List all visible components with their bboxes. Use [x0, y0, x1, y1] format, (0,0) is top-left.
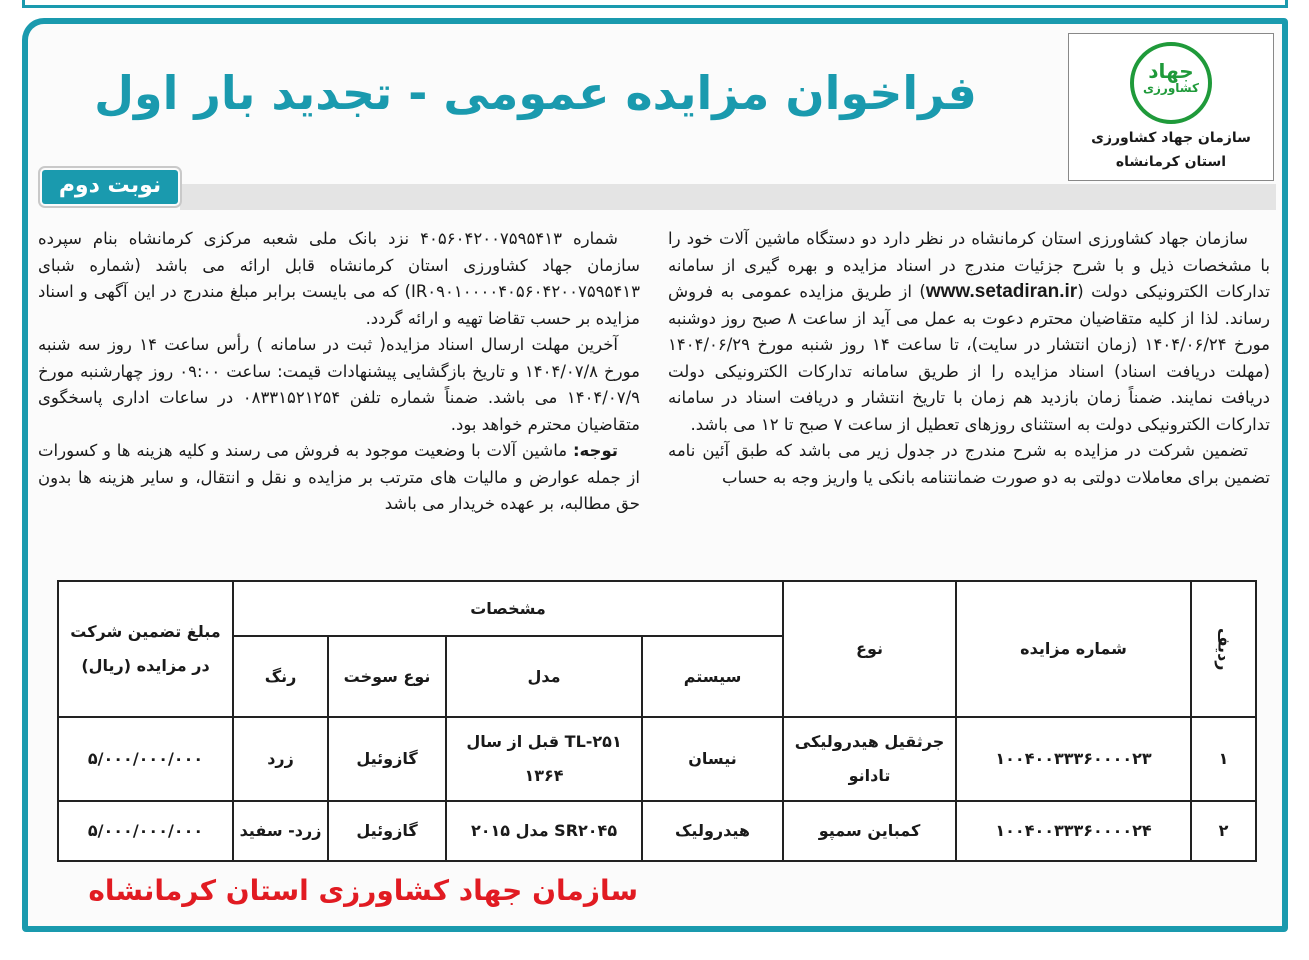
table-row — [58, 801, 1256, 861]
round-badge: نوبت دوم — [42, 170, 178, 204]
org-logo-box — [1068, 33, 1274, 181]
cell-system: نیسان — [642, 717, 783, 801]
text: سازمان جهاد کشاورزی استان کرمانشاه در نظر دارد دو دستگاه ماشین آلات خود را با مشخصات ذیل و با شرح جزئیات مندرج در اسناد مزایده و بهره گیری از سامانه تدارکات الکترونیکی دولت ( — [668, 229, 1270, 301]
header-system: سیستم — [642, 636, 783, 717]
jihad-logo-icon — [1130, 42, 1212, 124]
paragraph — [38, 332, 640, 438]
cell-number: ۱۰۰۴۰۰۳۳۳۶۰۰۰۰۲۴ — [956, 801, 1191, 861]
text: شماره ۴۰۵۶۰۴۲۰۰۷۵۹۵۴۱۳ نزد بانک ملی شعبه مرکزی کرمانشاه بنام سپرده سازمان جهاد کشاورزی استان کرمانشاه قابل ارائه می باشد (شماره شبای IR۰۹۰۱۰۰۰۰۴۰۵۶۰۴۲۰۰۷۵۹۵۴۱۳) که می بایست برابر مبلغ مندرج در این آگهی و اسناد مزایده بر حسب تقاضا تهیه و ارائه گردد. — [38, 229, 640, 328]
header-specs: مشخصات — [233, 581, 783, 636]
text: ماشین آلات با وضعیت موجود به فروش می رسند و کلیه هزینه ها و کسورات از جمله عوارض و مالیات های مترتب بر مزایده و نقل و انتقال، و سایر هزینه ها بدون حق مطالبه، بر عهده خریدار می باشد — [38, 441, 640, 513]
seal-sub: کشاورزی — [1143, 81, 1199, 95]
table-row — [58, 717, 1256, 801]
header-guarantee: مبلغ تضمین شرکت در مزایده (ریال) — [58, 581, 233, 717]
cell-model: SR۲۰۴۵ مدل ۲۰۱۵ — [446, 801, 642, 861]
paragraph — [668, 438, 1270, 491]
setadiran-link[interactable]: www.setadiran.ir — [925, 281, 1078, 302]
cell-row: ۲ — [1191, 801, 1256, 861]
paragraph — [38, 226, 640, 332]
note-label: توجه: — [572, 441, 618, 460]
cell-type: کمباین سمپو — [783, 801, 956, 861]
top-border — [22, 0, 1288, 8]
footer-org-name: سازمان جهاد کشاورزی استان کرمانشاه — [88, 874, 638, 907]
page-title: فراخوان مزایده عمومی - تجدید بار اول — [94, 66, 977, 120]
cell-row: ۱ — [1191, 717, 1256, 801]
header-fuel: نوع سوخت — [328, 636, 446, 717]
org-name: سازمان جهاد کشاورزی — [1091, 130, 1251, 146]
text: ) از طریق مزایده عمومی به فروش رساند. لذا از کلیه متقاضیان محترم دعوت به عمل می آید از ساعت ۸ صبح روز دوشنبه مورخ ۱۴۰۴/۰۶/۲۴ (زمان انتشار در سایت)، تا ساعت ۱۴ روز شنبه مورخ ۱۴۰۴/۰۶/۲۹ (مهلت دریافت اسناد) اسناد مزایده را از طریق سامانه تدارکات الکترونیکی دولت دریافت نمایند. ضمناً زمان بازدید هم زمان با تاریخ انتشار و دریافت اسناد در سامانه تدارکات الکترونیکی دولت به استثنای روزهای تعطیل از ساعت ۷ صبح تا ۱۲ می باشد. — [668, 282, 1271, 434]
auction-table — [57, 580, 1257, 862]
cell-model: TL-۲۵۱ قبل از سال ۱۳۶۴ — [446, 717, 642, 801]
header-color: رنگ — [233, 636, 328, 717]
divider-strip — [180, 184, 1276, 210]
cell-color: زرد — [233, 717, 328, 801]
text: تضمین شرکت در مزایده به شرح مندرج در جدول زیر می باشد که طبق آئین نامه تضمین برای معاملات دولتی به دو صورت ضمانتنامه بانکی یا واریز وجه به حساب — [668, 441, 1270, 487]
header-model: مدل — [446, 636, 642, 717]
cell-system: هیدرولیک — [642, 801, 783, 861]
cell-guarantee: ۵/۰۰۰/۰۰۰/۰۰۰ — [58, 801, 233, 861]
paragraph — [38, 438, 640, 518]
paragraph — [668, 226, 1270, 438]
body-column-left — [38, 226, 640, 518]
cell-guarantee: ۵/۰۰۰/۰۰۰/۰۰۰ — [58, 717, 233, 801]
cell-color: زرد- سفید — [233, 801, 328, 861]
header-type: نوع — [783, 581, 956, 717]
cell-fuel: گازوئیل — [328, 801, 446, 861]
seal-main: جهاد — [1148, 59, 1194, 83]
cell-fuel: گازوئیل — [328, 717, 446, 801]
body-column-right — [668, 226, 1270, 491]
text: آخرین مهلت ارسال اسناد مزایده( ثبت در سامانه ) رأس ساعت ۱۴ روز سه شنبه مورخ ۱۴۰۴/۰۷/۸ و تاریخ بازگشایی پیشنهادات قیمت: ساعت ۰۹:۰۰ روز چهارشنبه مورخ ۱۴۰۴/۰۷/۹ می باشد. ضمناً شماره تلفن ۰۸۳۳۱۵۲۱۲۵۴ در ساعات اداری پاسخگوی متقاضیان محترم خواهد بود. — [38, 335, 640, 434]
org-province: استان کرمانشاه — [1115, 154, 1227, 170]
cell-type: جرثقیل هیدرولیکی تادانو — [783, 717, 956, 801]
header-number: شماره مزایده — [956, 581, 1191, 717]
cell-number: ۱۰۰۴۰۰۳۳۳۶۰۰۰۰۲۳ — [956, 717, 1191, 801]
header-row: ردیف — [1191, 581, 1256, 717]
